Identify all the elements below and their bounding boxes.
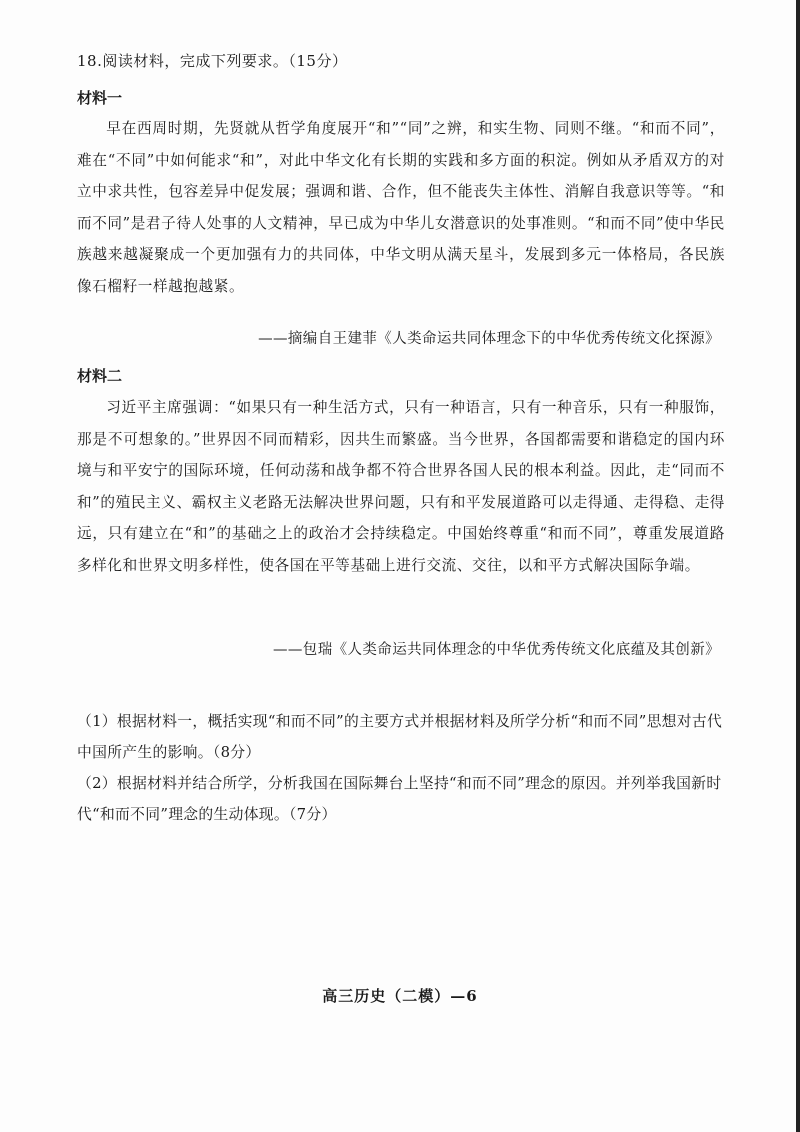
material-1-source: ——摘编自王建菲《人类命运共同体理念下的中华优秀传统文化探源》 [258,331,720,347]
subquestion-1: （1）根据材料一，概括实现“和而不同”的主要方式并根据材料及所学分析“和而不同”思想对古代中国所产生的影响。（8分） [77,713,723,761]
page-footer: 高三历史（二模）—6 [322,987,478,1005]
subquestions-list [77,706,727,830]
material-1-passage [77,113,725,302]
scan-edge-shadow [796,0,800,1132]
subquestion-2: （2）根据材料并结合所学，分析我国在国际舞台上坚持“和而不同”理念的原因。并列举我国新时代“和而不同”理念的生动体现。（7分） [77,775,722,823]
material-1-text: 早在西周时期，先贤就从哲学角度展开“和”“同”之辨，和实生物、同则不继。“和而不同”，难在“不同”中如何能求“和”，对此中华文化有长期的实践和多方面的积淀。例如从矛盾双方的对立中求共性，包容差异中促发展；强调和谐、合作，但不能丧失主体性、消解自我意识等等。“和而不同”是君子待人处事的人文精神，早已成为中华儿女潜意识的处事准则。“和而不同”使中华民族越来越凝聚成一个更加强有力的共同体，中华文明从满天星斗，发展到多元一体格局，各民族像石榴籽一样越抱越紧。 [77,120,725,295]
material-2-source: ——包瑞《人类命运共同体理念的中华优秀传统文化底蕴及其创新》 [273,642,720,658]
material-2-heading: 材料二 [77,367,123,385]
material-2-passage [77,392,725,581]
question-title: 18.阅读材料，完成下列要求。（15分） [77,52,348,70]
material-1-heading: 材料一 [77,89,123,107]
material-2-text: 习近平主席强调：“如果只有一种生活方式，只有一种语言，只有一种音乐，只有一种服饰，那是不可想象的。”世界因不同而精彩，因共生而繁盛。当今世界，各国都需要和谐稳定的国内环境与和平安宁的国际环境，任何动荡和战争都不符合世界各国人民的根本利益。因此，走“同而不和”的殖民主义、霸权主义老路无法解决世界问题，只有和平发展道路可以走得通、走得稳、走得远，只有建立在“和”的基础之上的政治才会持续稳定。中国始终尊重“和而不同”，尊重发展道路多样化和世界文明多样性，使各国在平等基础上进行交流、交往，以和平方式解决国际争端。 [77,399,725,574]
